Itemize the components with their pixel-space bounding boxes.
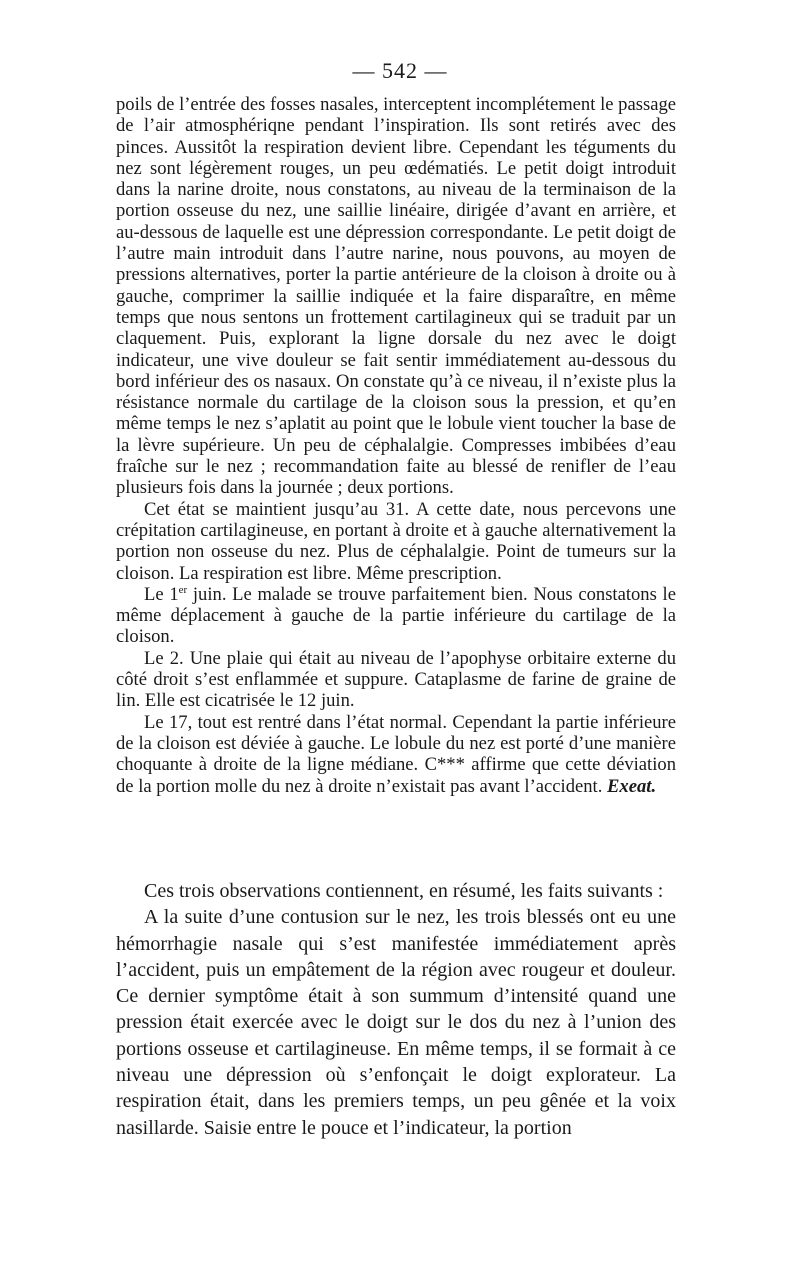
paragraph-june-2: Le 2. Une plaie qui était au niveau de l’apophyse orbitaire externe du côté droit s’est enflammée et suppure. Cataplasme de farine de graine de lin. Elle est cicatrisée le 12 juin.	[116, 647, 676, 712]
observation-text	[116, 94, 676, 797]
june-17-text: Le 17, tout est rentré dans l’état normal. Cependant la partie inférieure de la cloison est déviée à gauche. Le lobule du nez est porté d’une manière choquante à droite de la ligne médiane. C*** affirme que cette déviation de la portion molle du nez à droite n’existait pas avant l’accident.	[116, 711, 676, 797]
paragraph-summary-body: A la suite d’une contusion sur le nez, les trois blessés ont eu une hémorrhagie nasale qui s’est manifestée immédiatement après l’accident, puis un empâtement de la région avec rougeur et douleur. Ce dernier symptôme était à son summum d’intensité quand une pression était exercée avec le doigt sur le dos du nez à l’union des portions osseuse et cartilagineuse. En même temps, il se formait à ce niveau une dépression où s’enfonçait le doigt explorateur. La respiration était, dans les premiers temps, un peu gênée et la voix nasillarde. Saisie entre le pouce et l’indicateur, la portion	[116, 906, 676, 1139]
paragraph-june-17	[116, 712, 676, 797]
june-1-prefix: Le 1	[144, 583, 179, 605]
page-number: — 542 —	[352, 58, 448, 83]
june-1-text: juin. Le malade se trouve parfaitement bien. Nous constatons le même déplacement à gauche de la partie inférieure du cartilage de la cloison.	[116, 583, 676, 648]
paragraph-june-1	[116, 584, 676, 648]
paragraph-summary-intro: Ces trois observations contiennent, en résumé, les faits suivants :	[144, 880, 664, 902]
paragraph-31: Cet état se maintient jusqu’au 31. A cette date, nous percevons une crépitation cartilagineuse, en portant à droite et à gauche alternativement la portion non osseuse du nez. Plus de céphalalgie. Point de tumeurs sur la cloison. La respiration est libre. Même prescription.	[116, 498, 676, 584]
paragraph-findings: poils de l’entrée des fosses nasales, interceptent incomplétement le passage de l’air atmosphériqne pendant l’inspiration. Ils sont retirés avec des pinces. Aussitôt la respiration devient libre. Cependant les téguments du nez sont légèrement rouges, un peu œdématiés. Le petit doigt introduit dans la narine droite, nous constatons, au niveau de la terminaison de la portion osseuse du nez, une saillie linéaire, dirigée d’avant en arrière, et au-dessous de laquelle est une dépression correspondante. Le petit doigt de l’autre main introduit dans l’autre narine, nous pouvons, au moyen de pressions alternatives, porter la partie antérieure de la cloison à droite ou à gauche, comprimer la saillie indiquée et la faire disparaître, en même temps que nous sentons un frottement cartilagineux qui se traduit par un claquement. Puis, explorant la ligne dorsale du nez avec le doigt indicateur, une vive douleur se fait sentir immédiatement au-dessous du bord inférieur des os nasaux. On constate qu’à ce niveau, il n’existe plus la résistance normale du cartilage de la cloison sous la pression, et qu’en même temps le nez s’aplatit au point que le lobule vient toucher la base de la lèvre supérieure. Un peu de céphalalgie. Compresses imbibées d’eau fraîche sur le nez ; recommandation faite au blessé de renifler de l’eau plusieurs fois dans la journée ; deux portions.	[116, 94, 676, 499]
exeat-word: Exeat.	[607, 775, 657, 797]
june-1-superscript: er	[178, 583, 188, 596]
summary-text	[116, 878, 676, 1141]
